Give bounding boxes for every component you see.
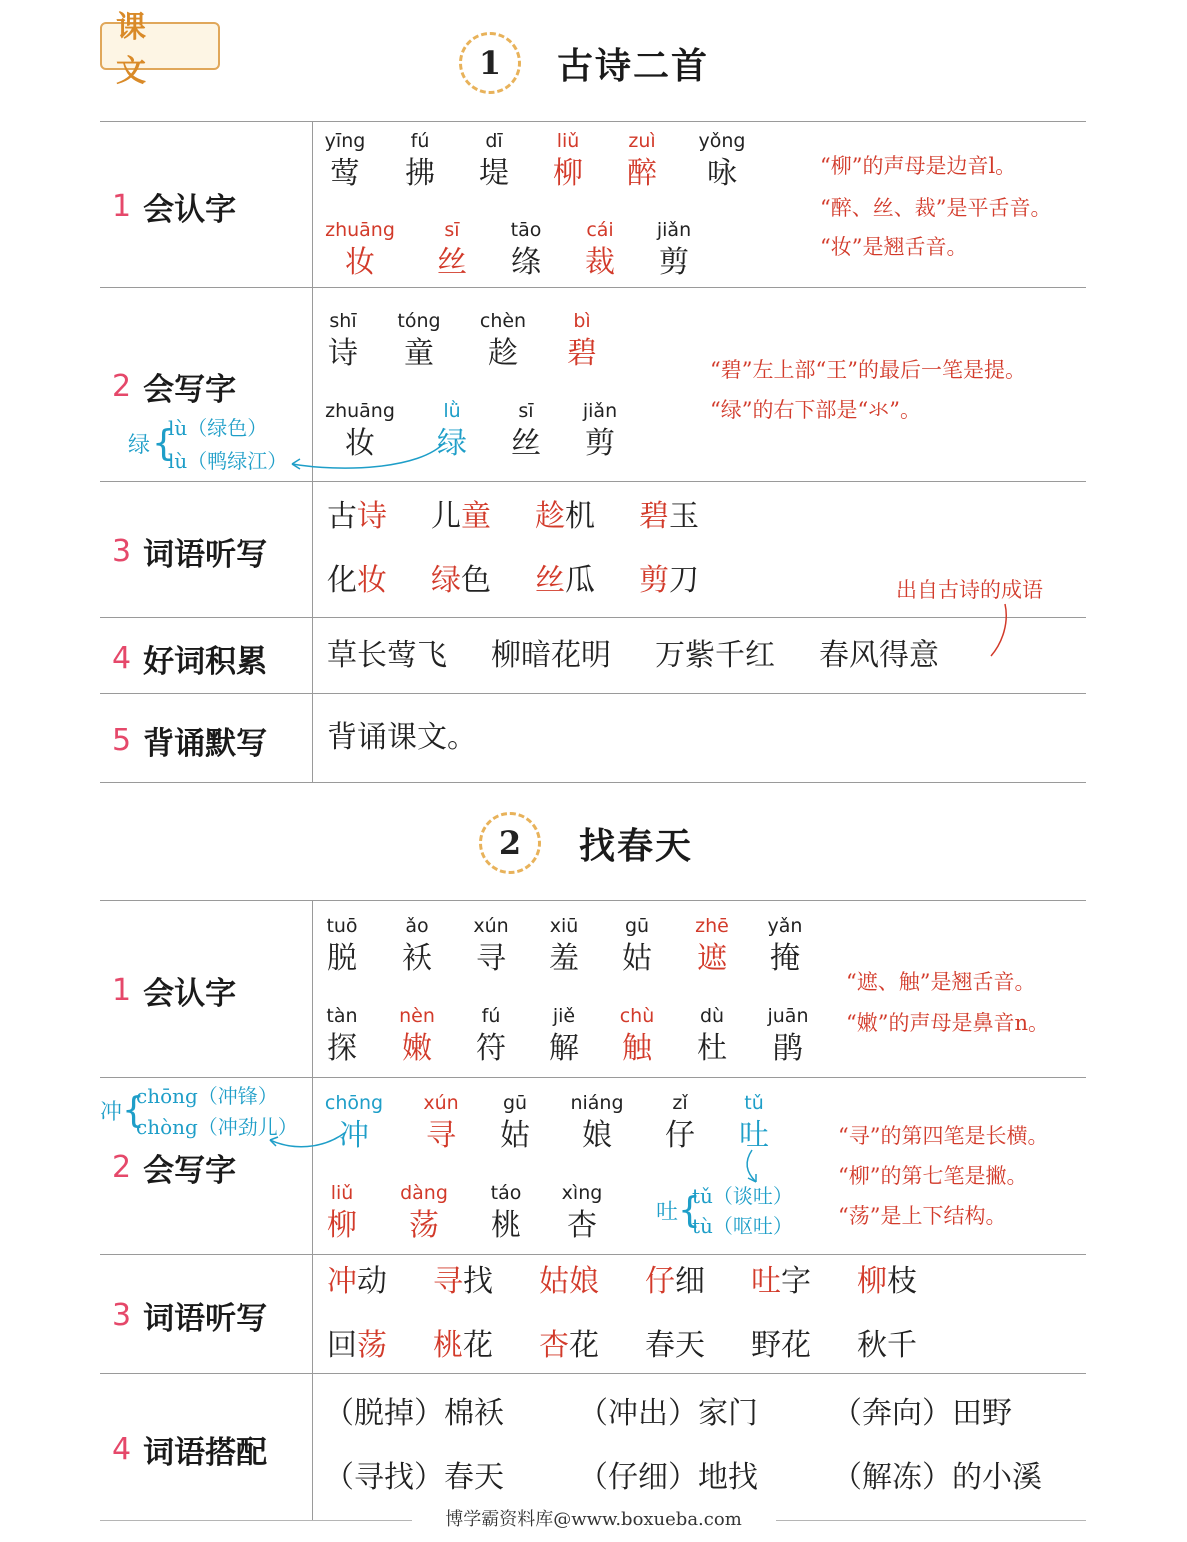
char-cell: fú 符 — [476, 1005, 506, 1066]
brace-icon: { — [678, 1190, 701, 1231]
polyphone-char: 绿 — [128, 433, 151, 458]
collocation: （仔细）地找 — [578, 1460, 758, 1495]
brace-icon: { — [152, 423, 175, 464]
char-cell: yīng 莺 — [324, 130, 366, 191]
table-line — [100, 900, 1086, 901]
note-text: “绿”的右下部是“氺”。 — [710, 398, 921, 422]
word: 姑娘 — [539, 1264, 599, 1299]
word: 趁机 — [535, 499, 595, 534]
polyphone-reading: chōng（冲锋） — [136, 1084, 278, 1108]
row-label-write: 2 会写字 — [112, 369, 237, 408]
polyphone-char: 冲 — [100, 1100, 123, 1125]
word: 仔细 — [645, 1264, 705, 1299]
char-cell: jiě 解 — [549, 1005, 579, 1066]
row-label-good-words: 4 好词积累 — [112, 641, 268, 680]
char-cell: chèn 趁 — [479, 310, 527, 371]
char-cell: gū 姑 — [500, 1092, 530, 1153]
char-cell: jiǎn 剪 — [582, 400, 618, 461]
word: 化妆 — [327, 563, 387, 598]
word: 回荡 — [327, 1328, 387, 1363]
char-cell: cái 裁 — [585, 219, 615, 280]
char-cell: niáng 娘 — [570, 1092, 624, 1153]
word: 冲动 — [327, 1264, 387, 1299]
good-words-line — [327, 636, 939, 676]
word: 草长莺飞 — [327, 638, 447, 673]
char-cell: xún 寻 — [423, 1092, 459, 1153]
word: 万紫千红 — [655, 638, 775, 673]
word: 吐字 — [751, 1264, 811, 1299]
row-label-read: 1 会认字 — [112, 189, 237, 228]
char-cell: zhē 遮 — [695, 915, 729, 976]
word: 寻找 — [433, 1264, 493, 1299]
note-text: “醉、丝、裁”是平舌音。 — [820, 196, 1052, 220]
word: 野花 — [751, 1328, 811, 1363]
note-text: “寻”的第四笔是长横。 — [838, 1124, 1049, 1148]
polyphone-reading: lù（绿色） — [168, 416, 268, 440]
char-cell: chù 触 — [619, 1005, 655, 1066]
char-cell: tāo 绦 — [510, 219, 542, 280]
note-text: “遮、触”是翘舌音。 — [846, 970, 1036, 994]
char-cell: jiǎn 剪 — [656, 219, 692, 280]
char-cell: zhuāng 妆 — [325, 219, 395, 280]
word: 剪刀 — [639, 563, 699, 598]
char-cell: nèn 嫩 — [399, 1005, 435, 1066]
arrow-icon — [742, 1148, 772, 1188]
collocation: （解冻）的小溪 — [832, 1460, 1042, 1495]
polyphone-reading: tù（呕吐） — [692, 1214, 793, 1238]
char-cell: liǔ 柳 — [553, 130, 583, 191]
row-label-read: 1 会认字 — [112, 973, 237, 1012]
char-cell: zǐ 仔 — [665, 1092, 695, 1153]
word: 秋千 — [857, 1328, 917, 1363]
dictation-line — [327, 497, 699, 537]
note-text: “柳”的声母是边音l。 — [820, 154, 1017, 178]
char-cell: sī 丝 — [437, 219, 467, 280]
row-label-recite: 5 背诵默写 — [112, 723, 268, 762]
char-cell: tóng 童 — [397, 310, 441, 371]
dictation-line — [327, 561, 699, 601]
collocation: （寻找）春天 — [324, 1460, 504, 1495]
word: 绿色 — [431, 563, 491, 598]
lesson-type-badge: 课 文 — [100, 22, 220, 70]
note-text: “嫩”的声母是鼻音n。 — [846, 1011, 1049, 1035]
table-line — [100, 481, 1086, 482]
lesson-number-badge: 1 — [459, 32, 521, 94]
row-label-collocation: 4 词语搭配 — [112, 1432, 268, 1471]
word: 古诗 — [327, 499, 387, 534]
idiom-note: 出自古诗的成语 — [896, 578, 1043, 602]
polyphone-reading: tǔ（谈吐） — [692, 1184, 793, 1208]
char-cell: tǔ 吐 — [739, 1092, 769, 1153]
char-cell: dù 杜 — [697, 1005, 727, 1066]
char-cell: fú 拂 — [405, 130, 435, 191]
dictation-line — [327, 1326, 917, 1366]
table-line — [100, 617, 1086, 618]
char-cell: ǎo 袄 — [402, 915, 432, 976]
table-line — [100, 1254, 1086, 1255]
char-cell: dī 堤 — [479, 130, 509, 191]
char-cell: gū 姑 — [622, 915, 652, 976]
word: 柳枝 — [857, 1264, 917, 1299]
note-text: “荡”是上下结构。 — [838, 1204, 1007, 1228]
lesson-title: 古诗二首 — [557, 45, 710, 87]
char-cell: liǔ 柳 — [327, 1182, 357, 1243]
char-cell: bì 碧 — [567, 310, 597, 371]
char-cell: chōng 冲 — [324, 1092, 384, 1153]
table-line — [100, 1373, 1086, 1374]
dictation-line — [327, 1262, 917, 1302]
char-cell: yǒng 咏 — [698, 130, 746, 191]
arrow-icon — [262, 1128, 352, 1158]
char-cell: tàn 探 — [326, 1005, 358, 1066]
polyphone-reading: chòng（冲劲儿） — [136, 1115, 298, 1139]
word: 春天 — [645, 1328, 705, 1363]
char-cell: xún 寻 — [473, 915, 509, 976]
note-text: “碧”左上部“王”的最后一笔是提。 — [710, 358, 1026, 382]
polyphone-reading: lù（鸭绿江） — [168, 449, 288, 473]
arrow-icon — [280, 440, 450, 480]
char-cell: lǜ 绿 — [437, 400, 467, 461]
char-cell: zhuāng 妆 — [325, 400, 395, 461]
word: 杏花 — [539, 1328, 599, 1363]
arrow-icon — [985, 602, 1015, 662]
word: 碧玉 — [639, 499, 699, 534]
footer-watermark: 博学霸资料库@www.boxueba.com — [445, 1509, 742, 1530]
lesson-title: 找春天 — [579, 825, 694, 867]
word: 桃花 — [433, 1328, 493, 1363]
polyphone-char: 吐 — [656, 1200, 679, 1225]
collocation: （奔向）田野 — [832, 1396, 1012, 1431]
word: 柳暗花明 — [491, 638, 611, 673]
row-label-dictation: 3 词语听写 — [112, 534, 268, 573]
word: 丝瓜 — [535, 563, 595, 598]
table-line — [100, 287, 1086, 288]
table-line — [100, 121, 1086, 122]
word: 儿童 — [431, 499, 491, 534]
char-cell: xiū 羞 — [549, 915, 579, 976]
lesson-number-badge: 2 — [479, 812, 541, 874]
collocation: （冲出）家门 — [578, 1396, 758, 1431]
char-cell: zuì 醉 — [627, 130, 657, 191]
char-cell: sī 丝 — [511, 400, 541, 461]
recite-text: 背诵课文。 — [327, 720, 477, 755]
word: 春风得意 — [819, 638, 939, 673]
char-cell: dàng 荡 — [400, 1182, 448, 1243]
note-text: “柳”的第七笔是撇。 — [838, 1164, 1028, 1188]
note-text: “妆”是翘舌音。 — [820, 235, 968, 259]
char-cell: juān 鹃 — [767, 1005, 809, 1066]
char-cell: táo 桃 — [490, 1182, 522, 1243]
brace-icon: { — [122, 1090, 145, 1131]
table-line — [100, 1077, 1086, 1078]
char-cell: yǎn 掩 — [767, 915, 803, 976]
table-line — [100, 693, 1086, 694]
collocation: （脱掉）棉袄 — [324, 1396, 504, 1431]
row-label-dictation: 3 词语听写 — [112, 1298, 268, 1337]
char-cell: tuō 脱 — [326, 915, 358, 976]
table-line — [100, 782, 1086, 783]
char-cell: shī 诗 — [328, 310, 358, 371]
row-label-write: 2 会写字 — [112, 1150, 237, 1189]
char-cell: xìng 杏 — [561, 1182, 603, 1243]
